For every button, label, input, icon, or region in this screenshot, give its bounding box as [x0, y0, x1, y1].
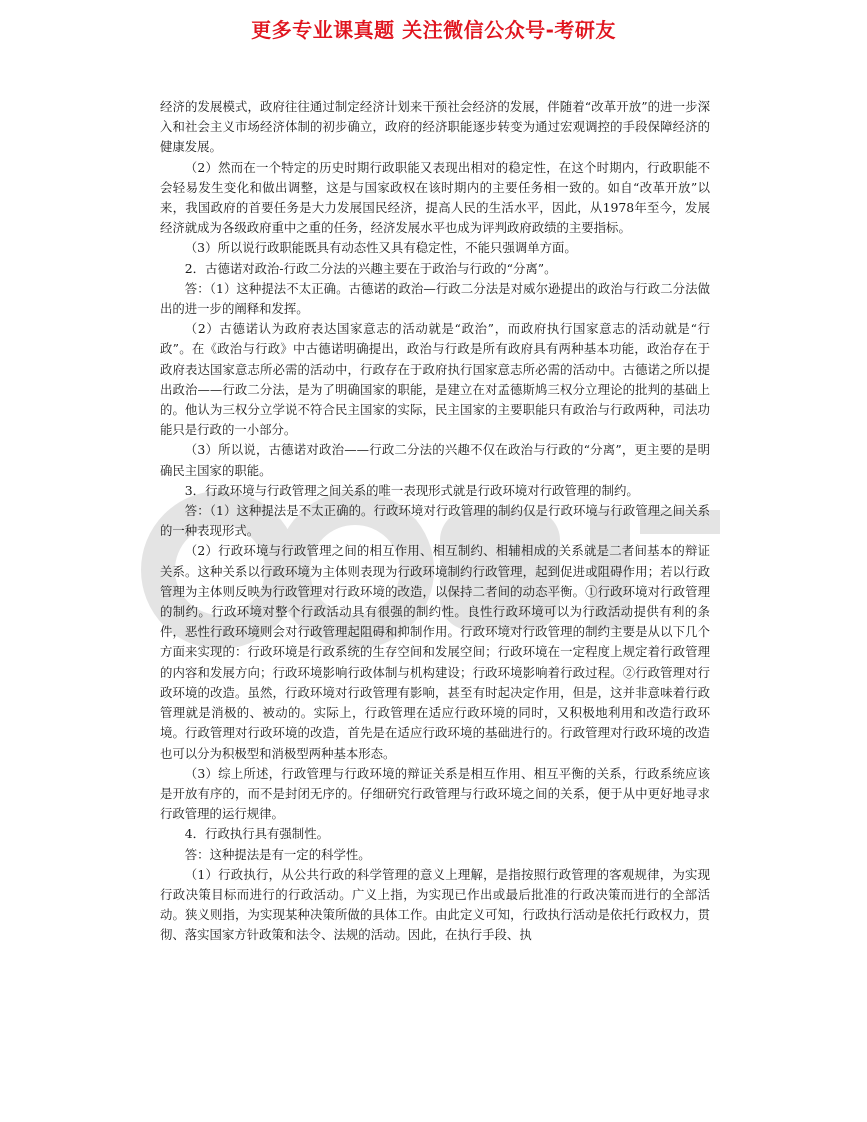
- promo-banner: 更多专业课真题 关注微信公众号-考研友: [251, 18, 616, 42]
- question-heading: 4．行政执行具有强制性。: [184, 826, 329, 842]
- answer-paragraph: 答：（1）这种提法不太正确。古德诺的政治—行政二分法是对威尔逊提出的政治与行政二分法做出的进一步的阐释和发挥。: [160, 280, 710, 317]
- document-body: [160, 97, 710, 946]
- paragraph: （3）所以说，古德诺对政治——行政二分法的兴趣不仅在政治与行政的“分离”，更主要的是明确民主国家的职能。: [160, 442, 710, 478]
- paragraph: （1）行政执行，从公共行政的科学管理的意义上理解，是指按照行政管理的客观规律，为实现行政决策目标而进行的行政活动。广义上指，为实现已作出或最后批准的行政决策而进行的全部活动。狭义则指，为实现某种决策所做的具体工作。由此定义可知，行政执行活动是依托行政权力，贯彻、落实国家方针政策和法令、法规的活动。因此，在执行手段、执: [160, 866, 710, 943]
- answer-paragraph: 答：这种提法是有一定的科学性。: [184, 846, 371, 862]
- paragraph: （2）然而在一个特定的历史时期行政职能又表现出相对的稳定性，在这个时期内，行政职能不会轻易发生变化和做出调整，这是与国家政权在该时期内的主要任务相一致的。如自“改革开放”以来，我国政府的首要任务是大力发展国民经济，提高人民的生活水平，因此，从1978年至今，发展经济就成为各级政府重中之重的任务，经济发展水平也成为评判政府政绩的主要指标。: [160, 159, 710, 236]
- question-heading: 2．古德诺对政治-行政二分法的兴趣主要在于政治与行政的“分离”。: [184, 260, 557, 276]
- paragraph: （2）行政环境与行政管理之间的相互作用、相互制约、相辅相成的关系就是二者间基本的辩证关系。这种关系以行政环境为主体则表现为行政环境制约行政管理，起到促进或阻碍作用；若以行政管理为主体则反映为行政管理对行政环境的改造，以保持二者间的动态平衡。①行政环境对行政管理的制约。行政环境对整个行政活动具有很强的制约性。良性行政环境可以为行政活动提供有利的条件，恶性行政环境则会对行政管理起阻碍和抑制作用。行政环境对行政管理的制约主要是从以下几个方面来实现的：行政环境是行政系统的生存空间和发展空间；行政环境在一定程度上规定着行政管理的内容和发展方向；行政环境影响行政体制与机构建设；行政环境影响着行政过程。②行政管理对行政环境的改造。虽然，行政环境对行政管理有影响，甚至有时起决定作用，但是，这并非意味着行政管理就是消极的、被动的。实际上，行政管理在适应行政环境的同时，又积极地利用和改造行政环境。行政管理对行政环境的改造，首先是在适应行政环境的基础进行的。行政管理对行政环境的改造也可以分为积极型和消极型两种基本形态。: [160, 543, 710, 761]
- answer-paragraph: 答：（1）这种提法是不太正确的。行政环境对行政管理的制约仅是行政环境与行政管理之间关系的一种表现形式。: [160, 503, 710, 539]
- paragraph: （3）综上所述，行政管理与行政环境的辩证关系是相互作用、相互平衡的关系，行政系统应该是开放有序的，而不是封闭无序的。仔细研究行政管理与行政环境之间的关系，便于从中更好地寻求行政管理的运行规律。: [160, 765, 710, 822]
- paragraph: 经济的发展模式，政府往往通过制定经济计划来干预社会经济的发展，伴随着“改革开放”的进一步深入和社会主义市场经济体制的初步确立，政府的经济职能逐步转变为通过宏观调控的手段保障经济的健康发展。: [160, 99, 710, 155]
- paragraph: （2）古德诺认为政府表达国家意志的活动就是“政治”，而政府执行国家意志的活动就是“行政”。在《政治与行政》中古德诺明确提出，政治与行政是所有政府具有两种基本功能，政治存在于政府表达国家意志所必需的活动中，行政存在于政府执行国家意志所必需的活动中。古德诺之所以提出政治——行政二分法，是为了明确国家的职能，是建立在对孟德斯鸠三权分立理论的批判的基础上的。他认为三权分立学说不符合民主国家的实际，民主国家的主要职能只有政治与行政两种，司法功能只是行政的一小部分。: [160, 321, 710, 438]
- paragraph: （3）所以说行政职能既具有动态性又具有稳定性，不能只强调单方面。: [184, 240, 577, 256]
- question-heading: 3．行政环境与行政管理之间关系的唯一表现形式就是行政环境对行政管理的制约。: [184, 482, 639, 498]
